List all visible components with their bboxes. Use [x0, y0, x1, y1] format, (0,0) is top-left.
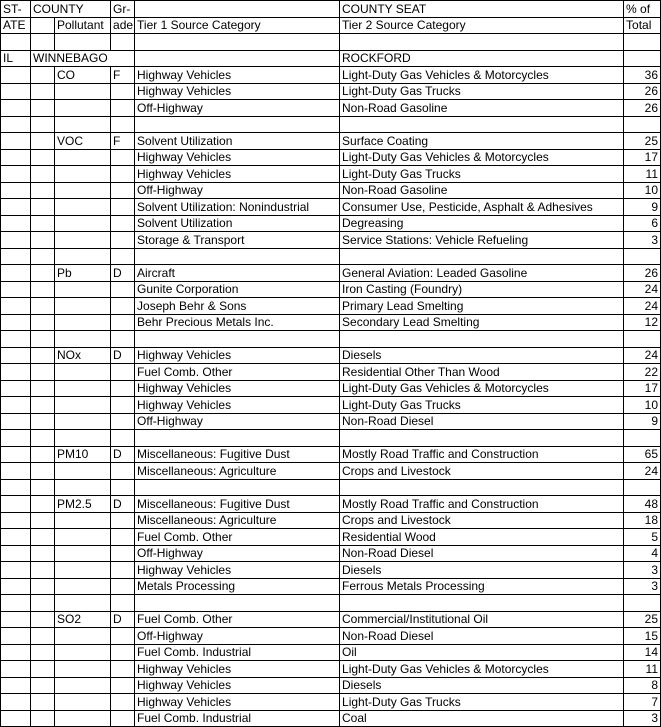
- tier2-cell: Service Stations: Vehicle Refueling: [340, 232, 624, 249]
- table-row: [1, 413, 661, 430]
- tier1-cell: Gunite Corporation: [135, 281, 340, 298]
- tier2-cell: Residential Wood: [340, 529, 624, 546]
- header-county-bottom: [31, 17, 55, 34]
- percent-cell: 26: [624, 100, 661, 117]
- tier1-cell: Highway Vehicles: [135, 83, 340, 100]
- grade-cell: F: [111, 67, 135, 84]
- table-row: [1, 661, 661, 678]
- percent-cell: 6: [624, 215, 661, 232]
- tier1-cell: Fuel Comb. Other: [135, 611, 340, 628]
- tier1-cell: Off-Highway: [135, 182, 340, 199]
- percent-cell: 3: [624, 232, 661, 249]
- tier2-cell: Light-Duty Gas Trucks: [340, 166, 624, 183]
- header-county-seat: COUNTY SEAT: [340, 1, 624, 18]
- grade-cell: F: [111, 133, 135, 150]
- grade-cell: D: [111, 446, 135, 463]
- percent-cell: 8: [624, 677, 661, 694]
- percent-cell: 24: [624, 347, 661, 364]
- table-row: [1, 149, 661, 166]
- table-row: [1, 265, 661, 282]
- percent-cell: 24: [624, 281, 661, 298]
- tier2-cell: Diesels: [340, 677, 624, 694]
- percent-cell: 26: [624, 83, 661, 100]
- tier2-cell: Diesels: [340, 562, 624, 579]
- pollutant-cell: SO2: [55, 611, 111, 628]
- tier2-cell: Mostly Road Traffic and Construction: [340, 496, 624, 513]
- state-cell: IL: [1, 50, 31, 67]
- percent-cell: 3: [624, 578, 661, 595]
- header-state-bottom: ATE: [1, 17, 31, 34]
- tier1-cell: Off-Highway: [135, 628, 340, 645]
- table-row: [1, 562, 661, 579]
- tier1-cell: Off-Highway: [135, 100, 340, 117]
- tier1-cell: Fuel Comb. Industrial: [135, 644, 340, 661]
- pollutant-cell: Pb: [55, 265, 111, 282]
- tier2-cell: Light-Duty Gas Vehicles & Motorcycles: [340, 67, 624, 84]
- tier1-cell: Highway Vehicles: [135, 661, 340, 678]
- tier2-cell: Non-Road Diesel: [340, 413, 624, 430]
- tier1-cell: Highway Vehicles: [135, 67, 340, 84]
- spacer-row: [1, 479, 661, 496]
- table-row: [1, 133, 661, 150]
- grade-cell: D: [111, 347, 135, 364]
- percent-cell: 11: [624, 661, 661, 678]
- percent-cell: 25: [624, 611, 661, 628]
- tier1-cell: Off-Highway: [135, 545, 340, 562]
- tier2-cell: Secondary Lead Smelting: [340, 314, 624, 331]
- tier1-cell: Aircraft: [135, 265, 340, 282]
- header-state-top: ST-: [1, 1, 31, 18]
- tier1-cell: Highway Vehicles: [135, 380, 340, 397]
- table-row: [1, 347, 661, 364]
- table-row: [1, 67, 661, 84]
- county-cell: WINNEBAGO: [31, 50, 135, 67]
- pollutant-cell: NOx: [55, 347, 111, 364]
- table-row: [1, 314, 661, 331]
- tier2-cell: Iron Casting (Foundry): [340, 281, 624, 298]
- tier1-cell: Highway Vehicles: [135, 694, 340, 711]
- percent-cell: 17: [624, 380, 661, 397]
- tier1-cell: Fuel Comb. Other: [135, 529, 340, 546]
- table-row: [1, 694, 661, 711]
- tier2-cell: Surface Coating: [340, 133, 624, 150]
- tier2-cell: Mostly Road Traffic and Construction: [340, 446, 624, 463]
- header-pollutant: Pollutant: [55, 17, 111, 34]
- header-county-top: COUNTY: [31, 1, 111, 18]
- tier2-cell: Ferrous Metals Processing: [340, 578, 624, 595]
- percent-cell: 9: [624, 413, 661, 430]
- tier2-cell: Consumer Use, Pesticide, Asphalt & Adhesives: [340, 199, 624, 216]
- table-row: [1, 281, 661, 298]
- tier1-cell: Solvent Utilization: [135, 133, 340, 150]
- tier2-cell: Coal: [340, 710, 624, 727]
- spacer-row: [1, 248, 661, 265]
- percent-cell: 5: [624, 529, 661, 546]
- tier2-cell: Degreasing: [340, 215, 624, 232]
- percent-cell: 24: [624, 463, 661, 480]
- tier1-cell: Miscellaneous: Agriculture: [135, 463, 340, 480]
- pollutant-cell: CO: [55, 67, 111, 84]
- tier1-cell: Highway Vehicles: [135, 166, 340, 183]
- tier2-cell: Light-Duty Gas Trucks: [340, 83, 624, 100]
- percent-cell: 65: [624, 446, 661, 463]
- table-row: [1, 463, 661, 480]
- percent-cell: 10: [624, 182, 661, 199]
- pollutant-cell: VOC: [55, 133, 111, 150]
- tier2-cell: Diesels: [340, 347, 624, 364]
- tier1-cell: Fuel Comb. Industrial: [135, 710, 340, 727]
- spacer-row: [1, 116, 661, 133]
- tier2-cell: Commercial/Institutional Oil: [340, 611, 624, 628]
- tier1-cell: Storage & Transport: [135, 232, 340, 249]
- tier1-cell: Solvent Utilization: [135, 215, 340, 232]
- tier2-cell: Non-Road Gasoline: [340, 182, 624, 199]
- table-body: [1, 1, 661, 727]
- tier1-cell: Off-Highway: [135, 413, 340, 430]
- tier1-cell: Joseph Behr & Sons: [135, 298, 340, 315]
- table-row: [1, 496, 661, 513]
- tier1-cell: Solvent Utilization: Nonindustrial: [135, 199, 340, 216]
- table-row: [1, 364, 661, 381]
- tier2-cell: Residential Other Than Wood: [340, 364, 624, 381]
- table-row: [1, 512, 661, 529]
- spacer-row: [1, 331, 661, 348]
- table-row: [1, 232, 661, 249]
- table-row: [1, 199, 661, 216]
- tier1-cell: Highway Vehicles: [135, 562, 340, 579]
- percent-cell: 25: [624, 133, 661, 150]
- location-row: [1, 50, 661, 67]
- table-row: [1, 611, 661, 628]
- percent-cell: 11: [624, 166, 661, 183]
- percent-cell: 36: [624, 67, 661, 84]
- table-row: [1, 100, 661, 117]
- table-row: [1, 446, 661, 463]
- pollutant-cell: PM2.5: [55, 496, 111, 513]
- tier2-cell: Crops and Livestock: [340, 463, 624, 480]
- tier2-cell: Non-Road Diesel: [340, 628, 624, 645]
- percent-cell: 7: [624, 694, 661, 711]
- percent-cell: 3: [624, 562, 661, 579]
- tier2-cell: Non-Road Gasoline: [340, 100, 624, 117]
- percent-cell: 48: [624, 496, 661, 513]
- tier1-cell: Highway Vehicles: [135, 397, 340, 414]
- percent-cell: 3: [624, 710, 661, 727]
- tier2-cell: Light-Duty Gas Vehicles & Motorcycles: [340, 380, 624, 397]
- spacer-row: [1, 430, 661, 447]
- spacer-row: [1, 595, 661, 612]
- tier1-cell: Behr Precious Metals Inc.: [135, 314, 340, 331]
- tier1-cell: Miscellaneous: Fugitive Dust: [135, 446, 340, 463]
- percent-cell: 26: [624, 265, 661, 282]
- tier2-cell: Light-Duty Gas Trucks: [340, 694, 624, 711]
- tier2-cell: Primary Lead Smelting: [340, 298, 624, 315]
- percent-cell: 9: [624, 199, 661, 216]
- tier2-cell: Non-Road Diesel: [340, 545, 624, 562]
- header-grade-bottom: ade: [111, 17, 135, 34]
- header-tier1-top: [135, 1, 340, 18]
- table-row: [1, 215, 661, 232]
- table-row: [1, 397, 661, 414]
- tier1-cell: Highway Vehicles: [135, 149, 340, 166]
- header-row-1: [1, 1, 661, 18]
- percent-cell: 18: [624, 512, 661, 529]
- header-grade-top: Gr-: [111, 1, 135, 18]
- table-row: [1, 529, 661, 546]
- table-row: [1, 83, 661, 100]
- table-row: [1, 182, 661, 199]
- tier1-cell: Highway Vehicles: [135, 347, 340, 364]
- header-tier2: Tier 2 Source Category: [340, 17, 624, 34]
- grade-cell: D: [111, 265, 135, 282]
- table-row: [1, 545, 661, 562]
- table-row: [1, 298, 661, 315]
- percent-cell: 14: [624, 644, 661, 661]
- tier2-cell: Oil: [340, 644, 624, 661]
- header-percent-bottom: Total: [624, 17, 661, 34]
- percent-cell: 10: [624, 397, 661, 414]
- grade-cell: D: [111, 496, 135, 513]
- percent-cell: 22: [624, 364, 661, 381]
- spacer-row: [1, 34, 661, 51]
- grade-cell: D: [111, 611, 135, 628]
- percent-cell: 24: [624, 298, 661, 315]
- percent-cell: 17: [624, 149, 661, 166]
- tier2-cell: Light-Duty Gas Vehicles & Motorcycles: [340, 149, 624, 166]
- percent-cell: 4: [624, 545, 661, 562]
- tier2-cell: General Aviation: Leaded Gasoline: [340, 265, 624, 282]
- table-row: [1, 644, 661, 661]
- tier1-cell: Metals Processing: [135, 578, 340, 595]
- header-tier1: Tier 1 Source Category: [135, 17, 340, 34]
- table-row: [1, 578, 661, 595]
- tier1-cell: Fuel Comb. Other: [135, 364, 340, 381]
- tier2-cell: Crops and Livestock: [340, 512, 624, 529]
- table-row: [1, 380, 661, 397]
- header-percent-top: % of: [624, 1, 661, 18]
- tier1-cell: Miscellaneous: Agriculture: [135, 512, 340, 529]
- tier2-cell: Light-Duty Gas Trucks: [340, 397, 624, 414]
- table-row: [1, 710, 661, 727]
- tier2-cell: Light-Duty Gas Vehicles & Motorcycles: [340, 661, 624, 678]
- table-row: [1, 628, 661, 645]
- table-row: [1, 166, 661, 183]
- percent-cell: 12: [624, 314, 661, 331]
- tier1-cell: Miscellaneous: Fugitive Dust: [135, 496, 340, 513]
- county-seat-cell: ROCKFORD: [340, 50, 624, 67]
- pollutant-cell: PM10: [55, 446, 111, 463]
- header-row-2: [1, 17, 661, 34]
- table-row: [1, 677, 661, 694]
- tier1-cell: Highway Vehicles: [135, 677, 340, 694]
- percent-cell: 15: [624, 628, 661, 645]
